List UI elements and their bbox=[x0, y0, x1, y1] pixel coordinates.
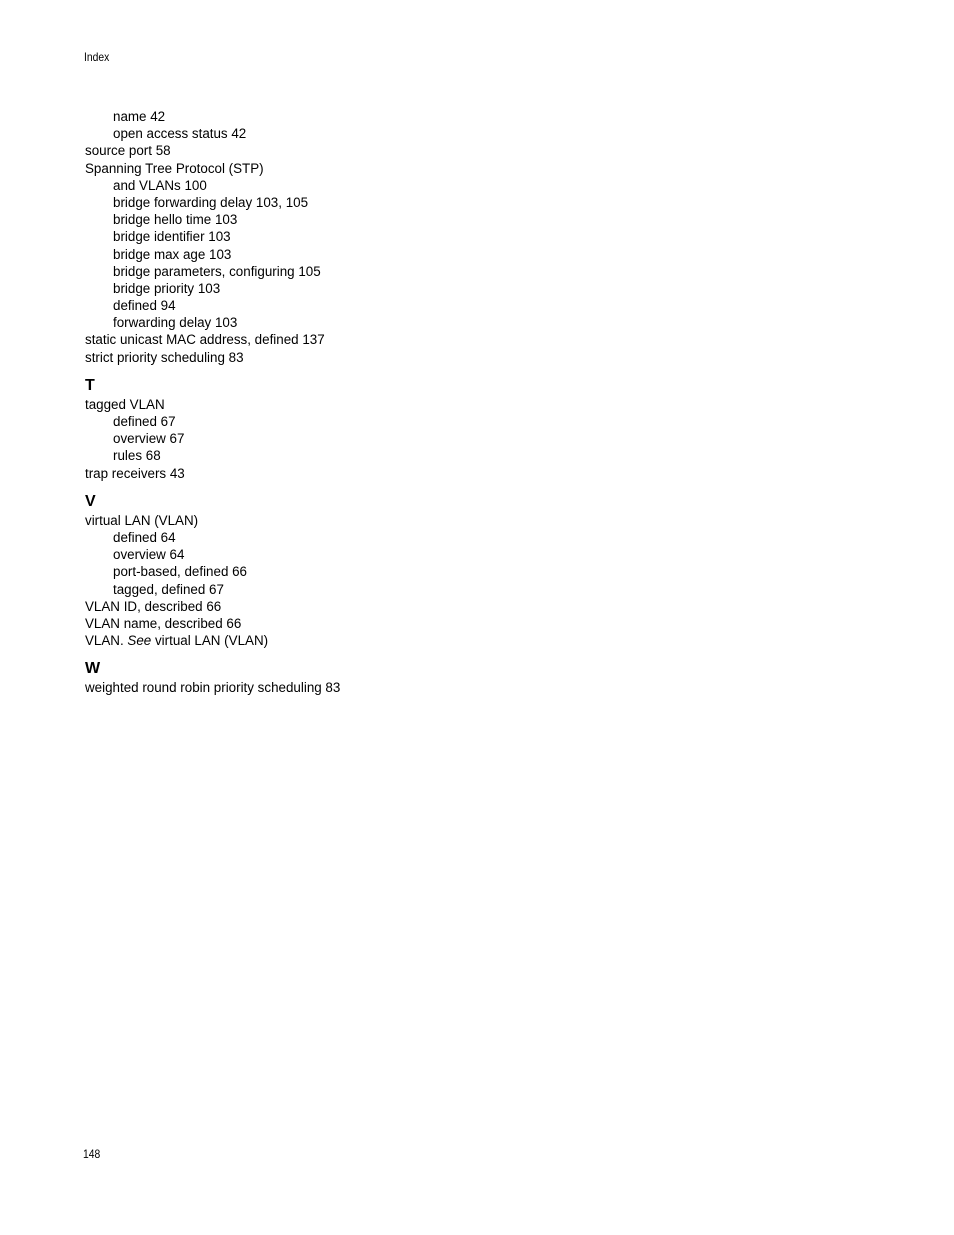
index-body bbox=[85, 108, 785, 696]
index-subentry: bridge identifier 103 bbox=[113, 229, 231, 245]
index-subentry: defined 64 bbox=[113, 529, 176, 545]
see-label: See bbox=[127, 633, 152, 649]
section-v bbox=[85, 490, 785, 650]
index-entry: source port 58 bbox=[85, 143, 171, 159]
index-entry: VLAN name, described 66 bbox=[85, 615, 242, 631]
section-w bbox=[85, 657, 785, 696]
entry-term: VLAN. bbox=[85, 633, 128, 649]
index-entry: virtual LAN (VLAN) bbox=[85, 512, 199, 528]
section-t bbox=[85, 374, 785, 482]
index-subentry: defined 94 bbox=[113, 298, 176, 314]
index-subentry: tagged, defined 67 bbox=[113, 581, 224, 597]
index-entry: VLAN ID, described 66 bbox=[85, 598, 222, 614]
index-subentry: bridge max age 103 bbox=[113, 246, 232, 262]
index-subentry: bridge priority 103 bbox=[113, 280, 221, 296]
index-subentry: bridge parameters, configuring 105 bbox=[113, 263, 321, 279]
header-title: Index bbox=[84, 50, 110, 64]
index-subentry: overview 67 bbox=[113, 431, 185, 447]
index-subentry: forwarding delay 103 bbox=[113, 315, 238, 331]
index-entry-see-reference bbox=[85, 632, 785, 649]
index-subentry: bridge forwarding delay 103, 105 bbox=[113, 194, 309, 210]
index-entry: strict priority scheduling 83 bbox=[85, 349, 244, 365]
index-entry: Spanning Tree Protocol (STP) bbox=[85, 160, 264, 176]
index-subentry: open access status 42 bbox=[113, 126, 247, 142]
index-subentry: overview 64 bbox=[113, 547, 185, 563]
index-subentry: bridge hello time 103 bbox=[113, 212, 238, 228]
page-number: 148 bbox=[83, 1147, 101, 1161]
see-target: virtual LAN (VLAN) bbox=[151, 633, 269, 649]
index-subentry: name 42 bbox=[113, 109, 166, 124]
index-entry: static unicast MAC address, defined 137 bbox=[85, 332, 325, 348]
index-entry: weighted round robin priority scheduling 83 bbox=[85, 680, 341, 696]
index-subentry: rules 68 bbox=[113, 448, 161, 464]
section-letter-heading: V bbox=[85, 492, 96, 510]
running-header bbox=[84, 50, 109, 64]
index-entry: tagged VLAN bbox=[85, 396, 165, 412]
section-letter-heading: T bbox=[85, 376, 95, 394]
index-subentry: port-based, defined 66 bbox=[113, 564, 248, 580]
continuation-entries bbox=[85, 108, 785, 366]
section-letter-heading: W bbox=[85, 660, 101, 678]
index-entry: trap receivers 43 bbox=[85, 465, 185, 481]
index-subentry: defined 67 bbox=[113, 414, 176, 429]
index-subentry: and VLANs 100 bbox=[113, 177, 207, 193]
